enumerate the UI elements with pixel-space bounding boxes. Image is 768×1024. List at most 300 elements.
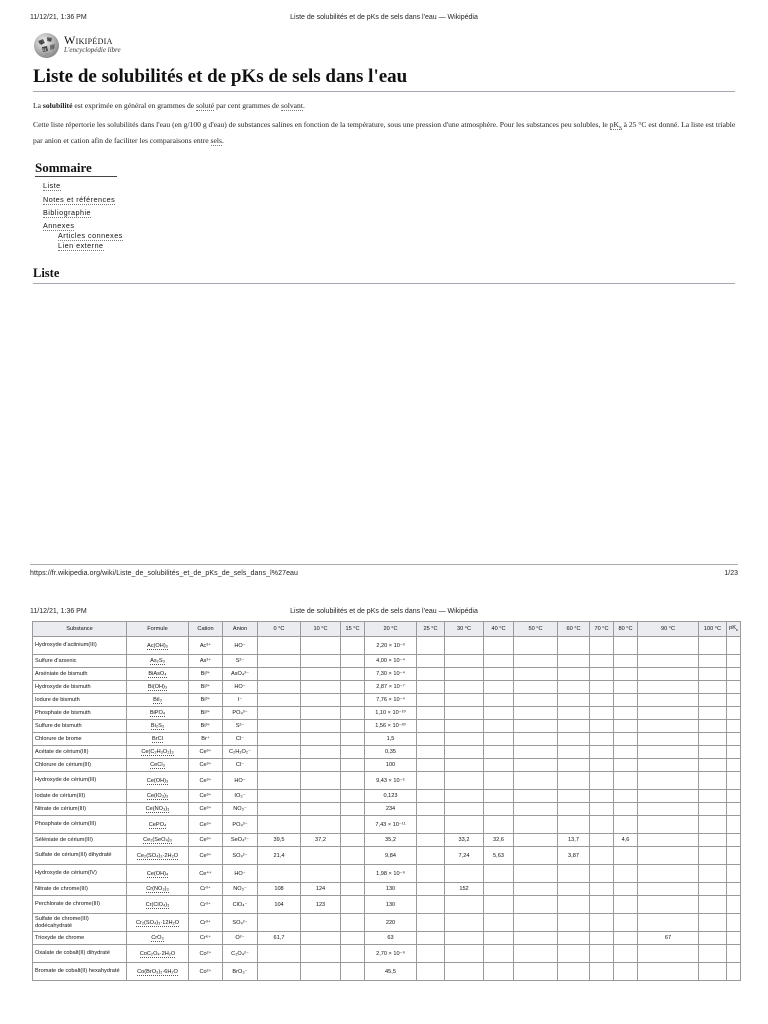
cation-cell: Ce³⁺	[189, 816, 223, 834]
table-row	[33, 655, 741, 668]
cation-cell: Ac³⁺	[189, 637, 223, 655]
value-cell	[417, 694, 445, 707]
formula-link[interactable]: Co(BrO₃)₂·6H₂O	[137, 968, 178, 975]
value-cell	[301, 720, 341, 733]
value-cell	[301, 865, 341, 883]
value-cell: 4,6	[614, 834, 638, 847]
value-cell	[445, 772, 484, 790]
formula-link[interactable]: Bi₂S₃	[150, 723, 165, 729]
toc-item-lien-externe[interactable]: Lien externe	[58, 241, 104, 250]
cation-cell: Bi³⁺	[189, 668, 223, 681]
value-cell	[484, 896, 514, 914]
value-cell	[258, 945, 301, 963]
value-cell: 33,2	[445, 834, 484, 847]
value-cell	[258, 720, 301, 733]
value-cell	[258, 681, 301, 694]
value-cell	[341, 759, 365, 772]
formula-link[interactable]: BiPO₄	[149, 710, 166, 716]
column-header[interactable]: 15 °C	[341, 622, 365, 637]
value-cell	[558, 896, 590, 914]
value-cell	[445, 759, 484, 772]
value-cell	[614, 790, 638, 803]
value-cell	[699, 932, 727, 945]
formula-cell	[127, 914, 189, 932]
value-cell	[445, 746, 484, 759]
anion-cell: SO₄²⁻	[223, 847, 258, 865]
value-cell	[727, 707, 741, 720]
substance-cell: Phosphate de cérium(III)	[33, 816, 127, 834]
formula-cell	[127, 932, 189, 945]
toc-item-bibliographie[interactable]: Bibliographie	[43, 208, 92, 217]
print-page-number: 1/23	[724, 570, 738, 577]
wikipedia-wordmark[interactable]: Wikipédia	[64, 33, 113, 47]
value-cell	[699, 759, 727, 772]
value-cell	[301, 945, 341, 963]
table-row	[33, 772, 741, 790]
substance-cell: Oxalate de cobalt(II) dihydraté	[33, 945, 127, 963]
formula-cell	[127, 803, 189, 816]
toc-item-liste[interactable]: Liste	[43, 181, 61, 190]
value-cell	[417, 945, 445, 963]
value-cell	[638, 816, 699, 834]
value-cell	[417, 963, 445, 981]
column-header[interactable]: Formule	[127, 622, 189, 637]
value-cell	[699, 847, 727, 865]
substance-cell: Nitrate de chrome(III)	[33, 883, 127, 896]
value-cell	[417, 790, 445, 803]
value-cell	[638, 945, 699, 963]
column-header[interactable]: 50 °C	[514, 622, 558, 637]
print-footer	[30, 570, 738, 582]
value-cell	[699, 681, 727, 694]
value-cell	[301, 655, 341, 668]
value-cell: 67	[638, 932, 699, 945]
table-row	[33, 759, 741, 772]
formula-link[interactable]: Ce(NO₃)₃	[145, 806, 170, 812]
value-cell	[638, 668, 699, 681]
value-cell: 9,84	[365, 847, 417, 865]
column-header[interactable]: 100 °C	[699, 622, 727, 637]
table-row	[33, 963, 741, 981]
cation-cell: Bi³⁺	[189, 681, 223, 694]
value-cell	[590, 668, 614, 681]
anion-cell: O²⁻	[223, 932, 258, 945]
print-url: https://fr.wikipedia.org/wiki/Liste_de_solubilités_et_de_pKs_de_sels_dans_l%27eau	[30, 570, 299, 577]
cation-cell: Bi³⁺	[189, 694, 223, 707]
column-header[interactable]: 0 °C	[258, 622, 301, 637]
formula-link[interactable]: Ce₂(SO₄)₃·2H₂O	[136, 852, 179, 859]
formula-link[interactable]: BiI₃	[153, 697, 162, 703]
value-cell	[417, 834, 445, 847]
substance-cell: Hydroxyde de bismuth	[33, 681, 127, 694]
value-cell	[301, 668, 341, 681]
column-header[interactable]: 60 °C	[558, 622, 590, 637]
substance-cell: Chlorure de brome	[33, 733, 127, 746]
svg-text:W: W	[48, 37, 53, 42]
value-cell	[301, 637, 341, 655]
value-cell	[484, 803, 514, 816]
substance-cell: Séléniate de cérium(III)	[33, 834, 127, 847]
value-cell	[558, 720, 590, 733]
toc-item-annexes[interactable]: Annexes	[43, 221, 75, 230]
value-cell	[484, 707, 514, 720]
column-header-pks[interactable]: $pK_s$	[727, 622, 741, 637]
value-cell	[727, 963, 741, 981]
formula-link[interactable]: As₂S₃	[150, 658, 165, 664]
table-row	[33, 790, 741, 803]
print-title: Liste de solubilités et de pKs de sels dans l'eau — Wikipédia	[290, 608, 478, 615]
formula-cell	[127, 668, 189, 681]
formula-link[interactable]: BiAsO₄	[148, 671, 167, 677]
formula-link[interactable]: CrO₃	[151, 935, 164, 941]
page-title: Liste de solubilités et de pKs de sels dans l'eau	[33, 66, 735, 92]
table-row	[33, 720, 741, 733]
value-cell	[614, 883, 638, 896]
value-cell	[590, 694, 614, 707]
value-cell: 1,5	[365, 733, 417, 746]
value-cell	[301, 759, 341, 772]
anion-cell: SeO₄²⁻	[223, 834, 258, 847]
value-cell	[727, 668, 741, 681]
value-cell	[590, 847, 614, 865]
wikipedia-globe-icon[interactable]	[33, 32, 60, 59]
link-solubilite: solubilité	[42, 101, 73, 110]
cation-cell: Bi³⁺	[189, 707, 223, 720]
value-cell	[301, 707, 341, 720]
value-cell	[445, 914, 484, 932]
value-cell	[301, 746, 341, 759]
value-cell: 21,4	[258, 847, 301, 865]
value-cell	[638, 637, 699, 655]
value-cell	[484, 694, 514, 707]
value-cell	[558, 932, 590, 945]
anion-cell: S²⁻	[223, 720, 258, 733]
formula-link[interactable]: CoC₂O₄·2H₂O	[139, 950, 176, 957]
formula-link[interactable]: Ce(C₂H₃O₂)₃	[141, 749, 174, 755]
value-cell	[341, 834, 365, 847]
substance-cell: Phosphate de bismuth	[33, 707, 127, 720]
value-cell: 108	[258, 883, 301, 896]
table-row	[33, 681, 741, 694]
formula-cell	[127, 963, 189, 981]
value-cell: 234	[365, 803, 417, 816]
value-cell	[727, 746, 741, 759]
value-cell	[514, 668, 558, 681]
link-solute[interactable]: soluté	[196, 101, 215, 110]
value-cell	[445, 896, 484, 914]
value-cell	[638, 759, 699, 772]
value-cell	[727, 759, 741, 772]
column-header[interactable]: 20 °C	[365, 622, 417, 637]
formula-link[interactable]: CePO₄	[148, 821, 167, 828]
cation-cell: Ce³⁺	[189, 790, 223, 803]
substance-cell: Sulfure d'arsenic	[33, 655, 127, 668]
substance-cell: Perchlorate de chrome(III)	[33, 896, 127, 914]
value-cell	[445, 694, 484, 707]
column-header[interactable]: 70 °C	[590, 622, 614, 637]
value-cell	[638, 733, 699, 746]
value-cell	[258, 694, 301, 707]
value-cell	[258, 668, 301, 681]
value-cell: 2,70 × 10⁻⁹	[365, 945, 417, 963]
page-divider	[30, 564, 738, 565]
value-cell	[484, 668, 514, 681]
formula-link[interactable]: CeCl₃	[150, 762, 165, 768]
value-cell	[514, 932, 558, 945]
value-cell	[514, 945, 558, 963]
cation-cell: Bi³⁺	[189, 720, 223, 733]
value-cell	[514, 772, 558, 790]
value-cell	[638, 963, 699, 981]
table-header-row	[33, 622, 741, 637]
cation-cell: Ce³⁺	[189, 759, 223, 772]
value-cell	[514, 834, 558, 847]
value-cell	[514, 816, 558, 834]
cation-cell: Ce³⁺	[189, 772, 223, 790]
cation-cell: Ce³⁺	[189, 847, 223, 865]
formula-link[interactable]: Cr(ClO₄)₃	[145, 901, 170, 908]
substance-cell: Iodure de bismuth	[33, 694, 127, 707]
value-cell	[590, 945, 614, 963]
print-title: Liste de solubilités et de pKs de sels dans l'eau — Wikipédia	[290, 14, 478, 21]
value-cell	[258, 733, 301, 746]
substance-cell: Chlorure de cérium(III)	[33, 759, 127, 772]
formula-cell	[127, 865, 189, 883]
formula-link[interactable]: Ce₂(SeO₄)₃	[143, 837, 172, 843]
value-cell	[417, 816, 445, 834]
formula-link[interactable]: Cr(NO₃)₃	[146, 886, 169, 892]
anion-cell: PO₄³⁻	[223, 707, 258, 720]
value-cell	[341, 790, 365, 803]
value-cell	[445, 668, 484, 681]
value-cell	[727, 865, 741, 883]
toc-item-notes[interactable]: Notes et références	[43, 195, 116, 204]
value-cell	[614, 707, 638, 720]
cation-cell: Br⁺	[189, 733, 223, 746]
value-cell	[514, 720, 558, 733]
value-cell	[558, 772, 590, 790]
value-cell	[445, 733, 484, 746]
value-cell	[699, 668, 727, 681]
value-cell	[514, 707, 558, 720]
value-cell	[614, 637, 638, 655]
print-datetime: 11/12/21, 1:36 PM	[30, 14, 87, 21]
value-cell	[258, 655, 301, 668]
value-cell	[699, 746, 727, 759]
value-cell	[558, 759, 590, 772]
column-header[interactable]: 90 °C	[638, 622, 699, 637]
toc-item-articles-connexes[interactable]: Articles connexes	[58, 231, 123, 240]
value-cell	[417, 707, 445, 720]
formula-link[interactable]: Ce(IO₃)₃	[146, 793, 169, 799]
value-cell	[638, 694, 699, 707]
column-header[interactable]: 40 °C	[484, 622, 514, 637]
formula-cell	[127, 637, 189, 655]
value-cell	[301, 847, 341, 865]
value-cell	[558, 746, 590, 759]
formula-cell	[127, 655, 189, 668]
column-header[interactable]: 25 °C	[417, 622, 445, 637]
value-cell	[727, 694, 741, 707]
value-cell	[699, 655, 727, 668]
value-cell: 32,6	[484, 834, 514, 847]
value-cell	[614, 865, 638, 883]
value-cell	[514, 655, 558, 668]
value-cell	[417, 847, 445, 865]
value-cell: 63	[365, 932, 417, 945]
value-cell	[484, 790, 514, 803]
value-cell	[258, 772, 301, 790]
value-cell	[341, 694, 365, 707]
value-cell	[258, 759, 301, 772]
value-cell	[341, 847, 365, 865]
table-row	[33, 803, 741, 816]
value-cell	[301, 816, 341, 834]
value-cell	[484, 655, 514, 668]
value-cell	[445, 816, 484, 834]
value-cell: 152	[445, 883, 484, 896]
value-cell	[341, 803, 365, 816]
value-cell	[301, 772, 341, 790]
formula-link[interactable]: Bi(OH)₃	[147, 684, 168, 690]
value-cell	[258, 707, 301, 720]
value-cell	[699, 720, 727, 733]
value-cell	[301, 932, 341, 945]
value-cell	[484, 914, 514, 932]
cation-cell: Cr⁶⁺	[189, 932, 223, 945]
formula-link[interactable]: Ac(OH)₃	[147, 642, 168, 649]
anion-cell: HO⁻	[223, 772, 258, 790]
value-cell	[558, 816, 590, 834]
value-cell	[558, 637, 590, 655]
value-cell	[590, 759, 614, 772]
value-cell	[614, 772, 638, 790]
value-cell	[341, 720, 365, 733]
value-cell	[341, 668, 365, 681]
value-cell	[638, 681, 699, 694]
value-cell	[614, 963, 638, 981]
value-cell	[341, 932, 365, 945]
value-cell	[445, 932, 484, 945]
cation-cell: Ce³⁺	[189, 746, 223, 759]
formula-cell	[127, 816, 189, 834]
value-cell: 7,24	[445, 847, 484, 865]
value-cell	[699, 803, 727, 816]
value-cell	[484, 865, 514, 883]
column-header[interactable]: 30 °C	[445, 622, 484, 637]
value-cell	[514, 746, 558, 759]
value-cell	[445, 803, 484, 816]
substance-cell: Hydroxyde de cérium(III)	[33, 772, 127, 790]
link-sels[interactable]: sels	[210, 135, 222, 145]
formula-cell	[127, 720, 189, 733]
anion-cell: BrO₃⁻	[223, 963, 258, 981]
value-cell	[558, 681, 590, 694]
value-cell	[341, 681, 365, 694]
value-cell	[727, 720, 741, 733]
value-cell	[727, 655, 741, 668]
value-cell	[727, 932, 741, 945]
value-cell	[417, 733, 445, 746]
value-cell	[341, 655, 365, 668]
value-cell	[417, 896, 445, 914]
value-cell	[614, 681, 638, 694]
anion-cell: Cl⁻	[223, 733, 258, 746]
formula-link[interactable]: Cr₂(SO₄)₃·12H₂O	[135, 919, 180, 926]
value-cell	[590, 803, 614, 816]
column-header[interactable]: Substance	[33, 622, 127, 637]
column-header[interactable]: Anion	[223, 622, 258, 637]
solubility-table	[32, 621, 741, 981]
value-cell	[638, 834, 699, 847]
value-cell: 35,2	[365, 834, 417, 847]
anion-cell: HO⁻	[223, 865, 258, 883]
value-cell	[417, 883, 445, 896]
value-cell	[445, 865, 484, 883]
substance-cell: Hydroxyde de cérium(IV)	[33, 865, 127, 883]
value-cell	[727, 681, 741, 694]
value-cell	[558, 883, 590, 896]
value-cell	[445, 720, 484, 733]
cation-cell: Cr³⁺	[189, 914, 223, 932]
value-cell	[590, 720, 614, 733]
value-cell	[258, 865, 301, 883]
value-cell	[341, 963, 365, 981]
formula-cell	[127, 847, 189, 865]
link-solvant[interactable]: solvant	[281, 101, 303, 110]
value-cell	[558, 733, 590, 746]
value-cell	[558, 655, 590, 668]
formula-link[interactable]: Ce(OH)₃	[146, 777, 169, 784]
value-cell	[258, 816, 301, 834]
value-cell	[590, 883, 614, 896]
value-cell	[614, 932, 638, 945]
value-cell	[590, 746, 614, 759]
value-cell	[727, 945, 741, 963]
value-cell	[638, 772, 699, 790]
formula-cell	[127, 759, 189, 772]
value-cell	[614, 914, 638, 932]
formula-link[interactable]: Ce(OH)₄	[146, 870, 169, 877]
value-cell	[699, 790, 727, 803]
value-cell	[614, 746, 638, 759]
value-cell	[445, 790, 484, 803]
cation-cell: Cr³⁺	[189, 896, 223, 914]
value-cell	[514, 847, 558, 865]
column-header[interactable]: 10 °C	[301, 622, 341, 637]
table-row	[33, 746, 741, 759]
link-pks[interactable]: $pK_S$	[609, 120, 622, 132]
value-cell	[727, 733, 741, 746]
value-cell	[301, 733, 341, 746]
value-cell	[514, 896, 558, 914]
value-cell	[514, 803, 558, 816]
value-cell	[614, 945, 638, 963]
table-row	[33, 816, 741, 834]
value-cell	[258, 963, 301, 981]
value-cell	[341, 816, 365, 834]
table-row	[33, 834, 741, 847]
column-header[interactable]: 80 °C	[614, 622, 638, 637]
formula-cell	[127, 883, 189, 896]
anion-cell: SO₄²⁻	[223, 914, 258, 932]
value-cell	[301, 790, 341, 803]
substance-cell: Sulfure de bismuth	[33, 720, 127, 733]
value-cell	[727, 834, 741, 847]
value-cell	[699, 834, 727, 847]
formula-link[interactable]: BrCl	[152, 736, 163, 742]
column-header[interactable]: Cation	[189, 622, 223, 637]
